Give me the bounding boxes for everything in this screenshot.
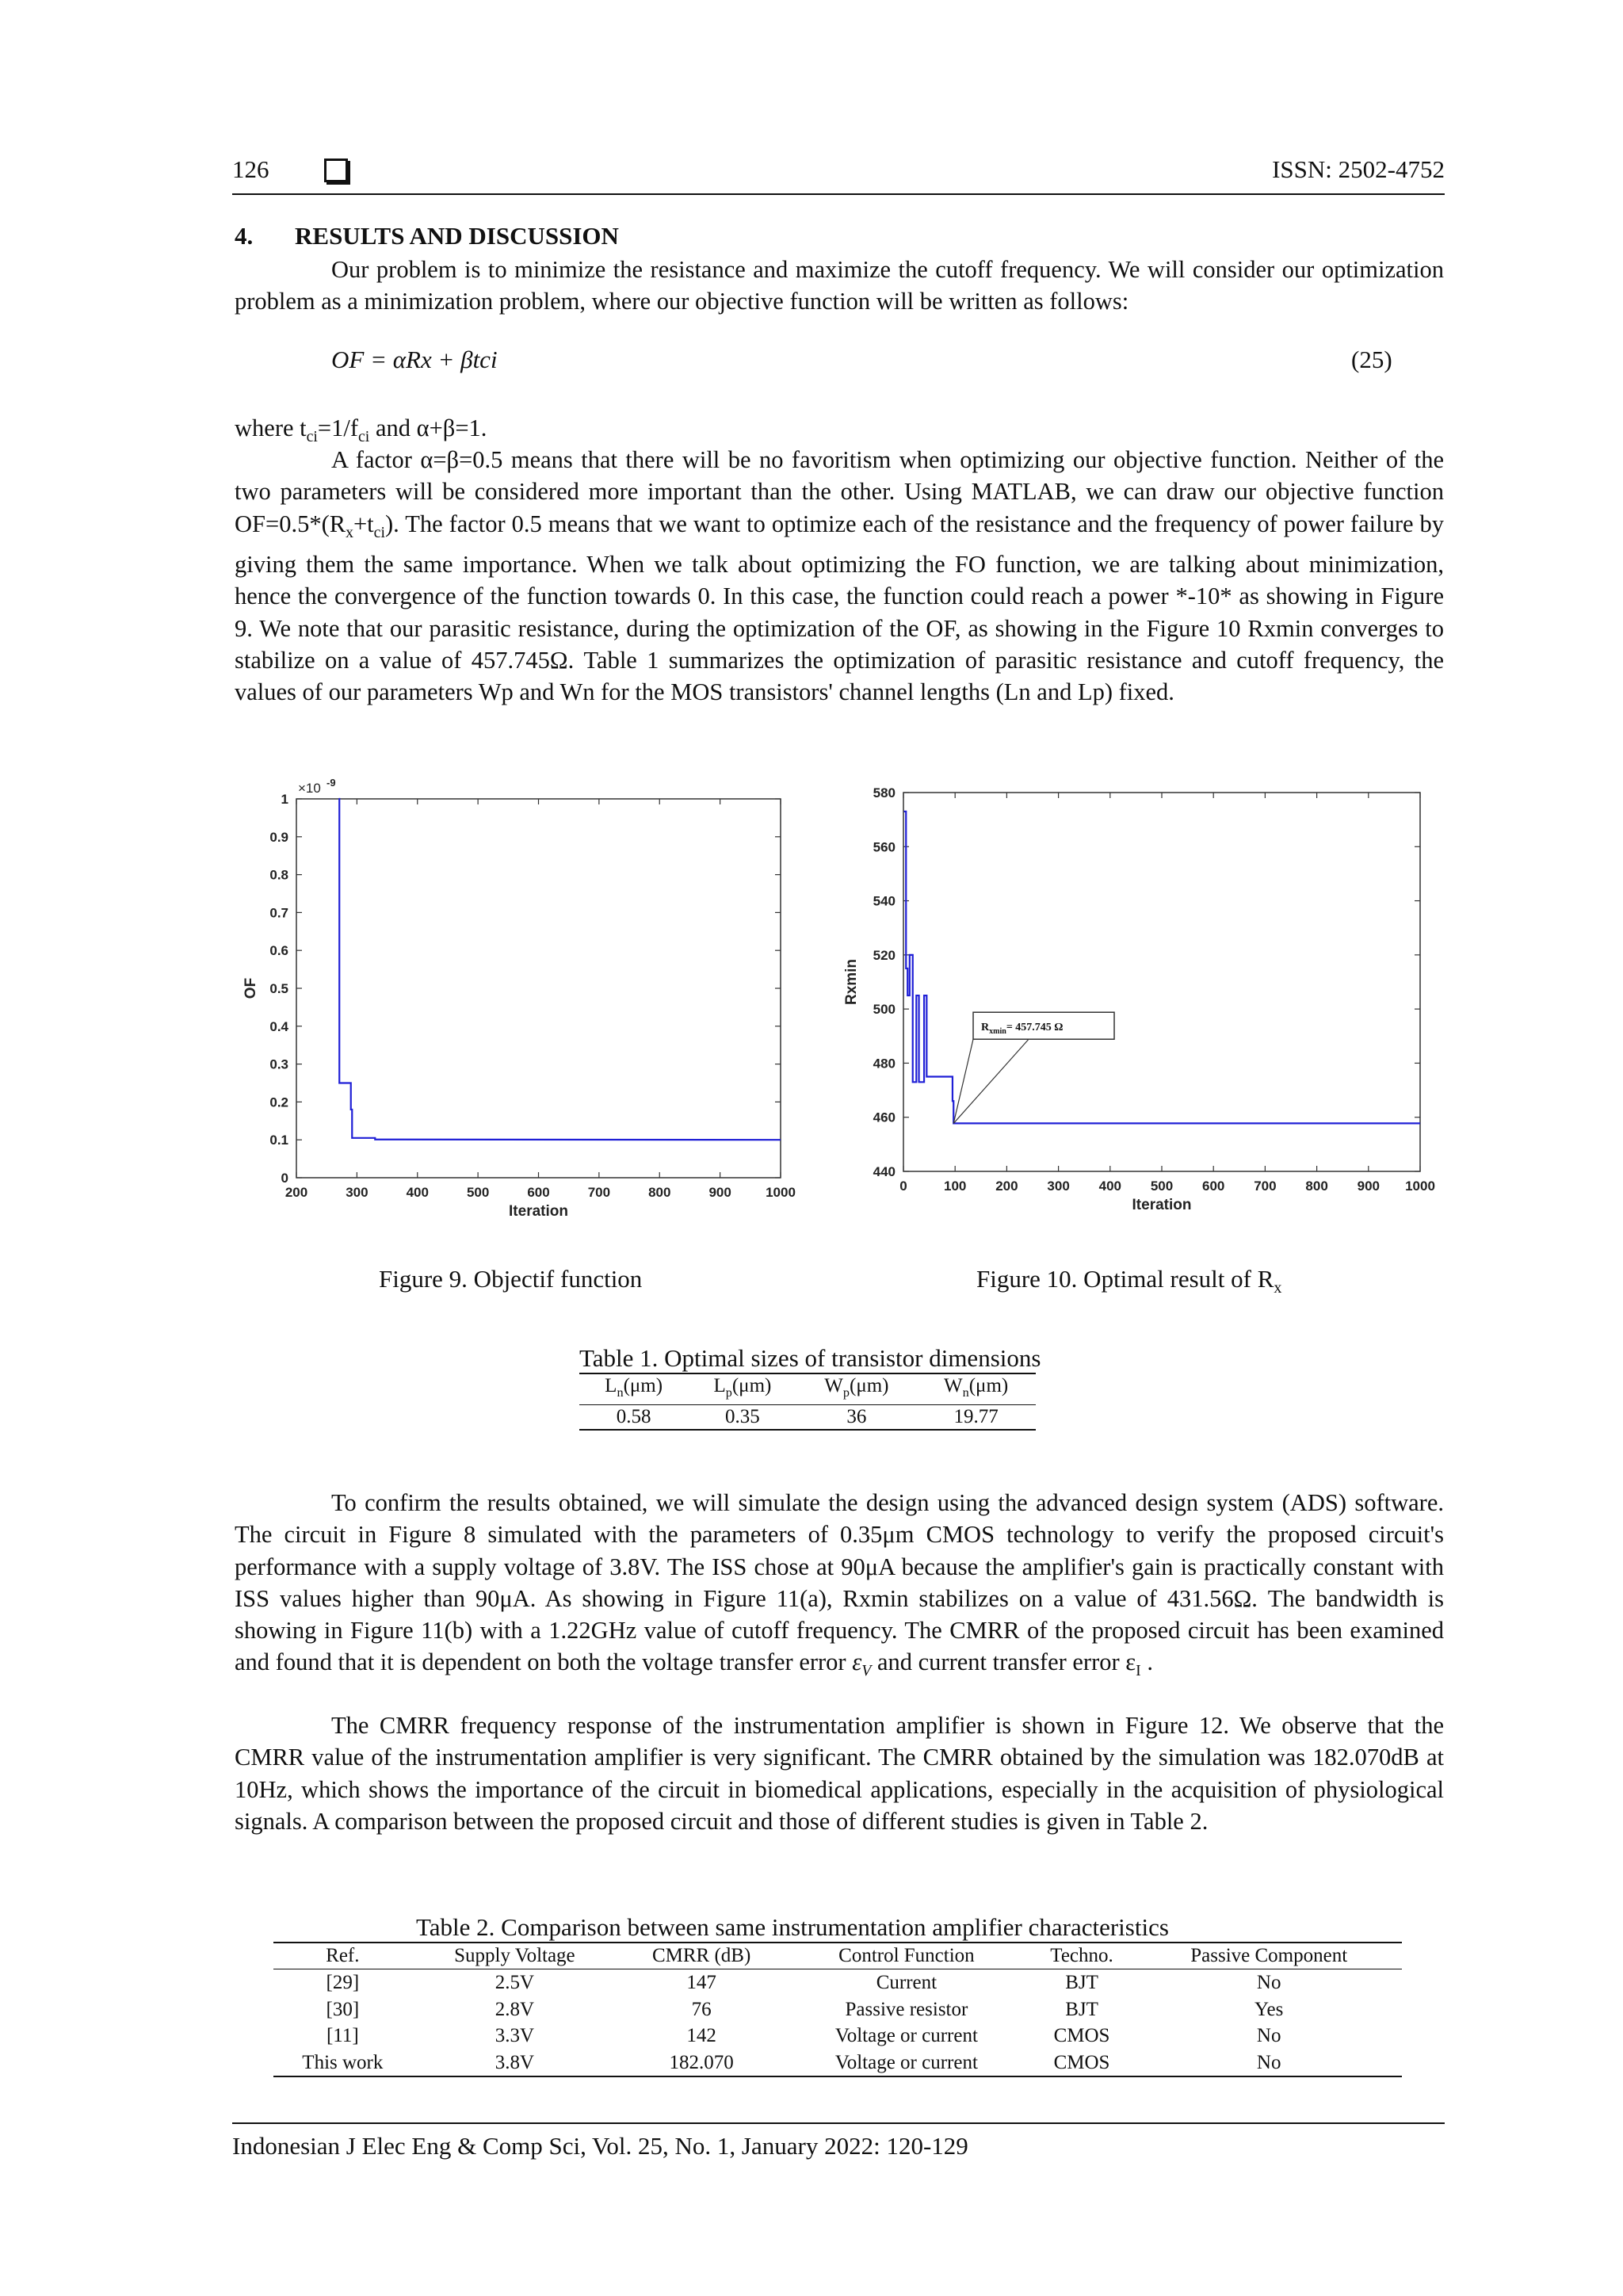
table-1-header-0: $L_n(\mu m)$ xyxy=(579,1373,688,1405)
x-tick-label: 800 xyxy=(1305,1179,1328,1194)
table-2-cell: 142 xyxy=(686,2025,716,2046)
y-tick-label: 0.1 xyxy=(269,1133,288,1148)
table-2-header-row xyxy=(273,1943,1402,1969)
p4-ev: ε xyxy=(852,1648,862,1676)
y-tick-label: 540 xyxy=(873,893,896,909)
table-2-cell: Current xyxy=(876,1972,938,1993)
y-axis-label: Rxmin xyxy=(843,958,860,1006)
p4-ev-sub: V xyxy=(861,1662,872,1680)
table-2-body xyxy=(273,1969,1402,2077)
table-row xyxy=(273,2023,1402,2050)
x-tick-label: 900 xyxy=(708,1185,731,1200)
p3-a: A factor α=β=0.5 means that there will be no favoritism when optimizing our objective function. Neither of the two parameters will be considered more important than the other. Using MATLAB, we can draw our objective function OF=0.5*(R xyxy=(235,446,1444,537)
y-tick-label: 0.4 xyxy=(269,1018,288,1034)
annotation-text: $R_{xmin}= 457.745$ Ω xyxy=(981,1022,1064,1037)
table-2-cell: Yes xyxy=(1254,1998,1284,2020)
paragraph-5: The CMRR frequency response of the instrumentation amplifier is shown in Figure 12. We observe that the CMRR value of the instrumentation amplifier is very significant. The CMRR obtained by the simulation was 182.070dB at 10Hz, which shows the importance of the circuit in biomedical applications, especially in the acquisition of physiological signals. A comparison between the proposed circuit and those of different studies is given in Table 2. xyxy=(235,1712,1444,1835)
paragraph-3 xyxy=(235,444,1444,708)
table-1-title: Table 1. Optimal sizes of transistor dimensions xyxy=(579,1344,1041,1372)
table-2-header-2: CMRR (dB) xyxy=(617,1943,785,1969)
table-2-cell: [29] xyxy=(326,1972,360,1993)
issn: ISSN: 2502-4752 xyxy=(1272,155,1445,183)
y-tick-label: 480 xyxy=(873,1056,896,1072)
x-tick-label: 600 xyxy=(527,1185,550,1200)
x-tick-label: 500 xyxy=(466,1185,490,1200)
figure-10-chart xyxy=(832,775,1442,1235)
table-2-header-0: Ref. xyxy=(273,1943,412,1969)
table-2-cell: 147 xyxy=(686,1972,716,1993)
x-tick-label: 300 xyxy=(1047,1179,1070,1194)
y-tick-label: 580 xyxy=(873,785,896,800)
p2-mid: =1/f xyxy=(317,415,359,441)
page-footer: Indonesian J Elec Eng & Comp Sci, Vol. 25, No. 1, January 2022: 120-129 xyxy=(232,2122,1445,2160)
p3-sub2: ci xyxy=(373,523,385,541)
table-row xyxy=(273,1996,1402,2023)
table-2-cell: 2.5V xyxy=(495,1972,535,1993)
table-2-cell: No xyxy=(1256,2051,1281,2073)
table-2-header-4: Techno. xyxy=(1028,1943,1136,1969)
section-heading xyxy=(235,222,619,250)
y-tick-label: 560 xyxy=(873,839,896,855)
table-1-header-1: $L_p(\mu m)$ xyxy=(688,1373,796,1405)
y-tick-label: 0.6 xyxy=(269,943,288,959)
table-2-cell: BJT xyxy=(1065,1972,1098,1993)
section-number: 4. xyxy=(235,222,254,250)
x-tick-label: 1000 xyxy=(1405,1179,1435,1194)
table-row xyxy=(579,1405,1036,1431)
table-2-header-5: Passive Component xyxy=(1136,1943,1402,1969)
x-tick-label: 700 xyxy=(1254,1179,1277,1194)
x-tick-label: 400 xyxy=(1098,1179,1121,1194)
p4-c: . xyxy=(1140,1648,1153,1676)
y-axis-label: OF xyxy=(242,977,259,999)
table-2-header-3: Control Function xyxy=(785,1943,1028,1969)
x-tick-label: 900 xyxy=(1357,1179,1380,1194)
figure-10-caption xyxy=(976,1265,1281,1297)
p3-b: +t xyxy=(353,510,374,537)
x-axis-label: Iteration xyxy=(1132,1197,1192,1213)
fig10-caption-lead: Figure 10. Optimal result of R xyxy=(976,1265,1274,1293)
table-2-cell: 3.8V xyxy=(495,2051,535,2073)
y-tick-label: 1 xyxy=(281,792,288,807)
x-tick-label: 200 xyxy=(285,1185,308,1200)
table-2-cell: 2.8V xyxy=(495,1998,535,2020)
plot-frame xyxy=(903,793,1420,1171)
x-tick-label: 100 xyxy=(944,1179,967,1194)
x-tick-label: 500 xyxy=(1150,1179,1174,1194)
x-tick-label: 600 xyxy=(1202,1179,1225,1194)
table-2-cell: This work xyxy=(302,2051,384,2073)
table-1-body xyxy=(579,1405,1036,1431)
y-tick-label: 0.5 xyxy=(269,981,288,996)
table-2-grid xyxy=(273,1942,1402,2077)
table-2-cell: [11] xyxy=(326,2025,359,2046)
table-2-cell: CMOS xyxy=(1053,2051,1110,2073)
y-tick-label: 0.9 xyxy=(269,829,288,845)
y-tick-label: 0.2 xyxy=(269,1095,288,1110)
p3-c: ). The factor 0.5 means that we want to optimize each of the resistance and the frequency of power failure by giving them the same importance. When we talk about optimizing the FO function, we are talking about minimization, hence the convergence of the function towards 0. In this case, the function could reach a power *-10* as showing in Figure 9. We note that our parasitic resistance, during the optimization of the OF, as showing in the Figure 10 Rxmin converges to stabilize on a value of 457.745Ω. Table 1 summarizes the optimization of parasitic resistance and cutoff frequency, the values of our parameters Wp and Wn for the MOS transistors' channel lengths (Ln and Lp) fixed. xyxy=(235,510,1444,706)
table-1-cell: 19.77 xyxy=(953,1406,999,1427)
table-1-cell: 36 xyxy=(846,1406,867,1427)
y-tick-label: 440 xyxy=(873,1164,896,1179)
y-tick-label: 460 xyxy=(873,1110,896,1125)
table-row xyxy=(273,1969,1402,1996)
x-tick-label: 400 xyxy=(406,1185,429,1200)
table-2-cell: BJT xyxy=(1065,1998,1098,2020)
table-2-cell: [30] xyxy=(326,1998,360,2020)
p4-b: and current transfer error ε xyxy=(871,1648,1136,1676)
p2-sub2: ci xyxy=(358,428,370,446)
table-2-header-1: Supply Voltage xyxy=(412,1943,617,1969)
plot-frame xyxy=(296,799,781,1178)
y-tick-label: 0 xyxy=(281,1171,288,1186)
table-row xyxy=(273,2050,1402,2077)
p4-a: To confirm the results obtained, we will simulate the design using the advanced design system (ADS) software. The circuit in Figure 8 simulated with the parameters of 0.35μm CMOS technology to verify the proposed circuit's performance with a supply voltage of 3.8V. The ISS chose at 90μA because the amplifier's gain is practically constant with ISS values higher than 90μA. As showing in Figure 11(a), Rxmin stabilizes on a value of 431.56Ω. The bandwidth is showing in Figure 11(b) with a 1.22GHz value of cutoff frequency. The CMRR of the proposed circuit has been examined and found that it is dependent on both the voltage transfer error xyxy=(235,1489,1444,1676)
x-tick-label: 700 xyxy=(587,1185,611,1200)
table-2-title: Table 2. Comparison between same instrumentation amplifier characteristics xyxy=(416,1913,1169,1941)
page-header xyxy=(232,155,1445,195)
y-tick-label: 0.3 xyxy=(269,1056,288,1072)
table-1-grid xyxy=(579,1373,1036,1431)
table-2-cell: Voltage or current xyxy=(834,2025,978,2046)
table-2-cell: CMOS xyxy=(1053,2025,1110,2046)
x-axis-label: Iteration xyxy=(509,1203,568,1220)
page-number: 126 xyxy=(232,155,269,183)
y-tick-label: 0.7 xyxy=(269,905,288,921)
table-2-cell: No xyxy=(1256,2025,1281,2046)
paragraph-1: Our problem is to minimize the resistance and maximize the cutoff frequency. We will consider our optimization problem as a minimization problem, where our objective function will be written as follows: xyxy=(235,256,1444,315)
table-2-cell: 3.3V xyxy=(495,2025,535,2046)
x-tick-label: 0 xyxy=(899,1179,907,1194)
y-tick-label: 500 xyxy=(873,1002,896,1018)
table-1 xyxy=(579,1344,1039,1431)
table-2-cell: 76 xyxy=(691,1998,712,2020)
figure-9-caption: Figure 9. Objectif function xyxy=(379,1265,643,1293)
x-tick-label: 1000 xyxy=(766,1185,796,1200)
header-box-icon xyxy=(324,159,348,182)
p4-ei-sub: I xyxy=(1136,1662,1141,1680)
table-2-cell: Voltage or current xyxy=(834,2051,978,2073)
table-2-cell: No xyxy=(1256,1972,1281,1993)
p3-sub1: x xyxy=(346,523,353,541)
y-tick-label: 520 xyxy=(873,947,896,963)
table-1-header-row xyxy=(579,1373,1036,1405)
y-tick-label: 0.8 xyxy=(269,867,288,883)
table-1-cell: 0.35 xyxy=(725,1406,760,1427)
table-1-header-2: $W_p(\mu m)$ xyxy=(797,1373,917,1405)
paragraph-4 xyxy=(235,1487,1444,1687)
x-tick-label: 800 xyxy=(648,1185,671,1200)
p2-sub1: ci xyxy=(306,428,318,446)
fig10-caption-sub: x xyxy=(1274,1279,1282,1297)
x-tick-label: 200 xyxy=(995,1179,1018,1194)
x-tick-label: 300 xyxy=(346,1185,369,1200)
exponent-label: ×10 xyxy=(298,781,321,796)
equation-number: (25) xyxy=(1351,346,1392,373)
figure-9-chart xyxy=(230,775,816,1235)
table-1-cell: 0.58 xyxy=(616,1406,651,1427)
section-title: RESULTS AND DISCUSSION xyxy=(295,222,619,250)
table-2-cell: 182.070 xyxy=(669,2051,734,2073)
p2-end: and α+β=1. xyxy=(369,415,487,441)
table-1-header-3: $W_n(\mu m)$ xyxy=(916,1373,1036,1405)
table-2-cell: Passive resistor xyxy=(845,1998,968,2020)
exponent-power: -9 xyxy=(327,777,336,789)
equation: OF = αRx + βtci xyxy=(331,346,498,373)
table-2 xyxy=(273,1913,1402,2077)
p2-lead: where t xyxy=(235,415,307,441)
